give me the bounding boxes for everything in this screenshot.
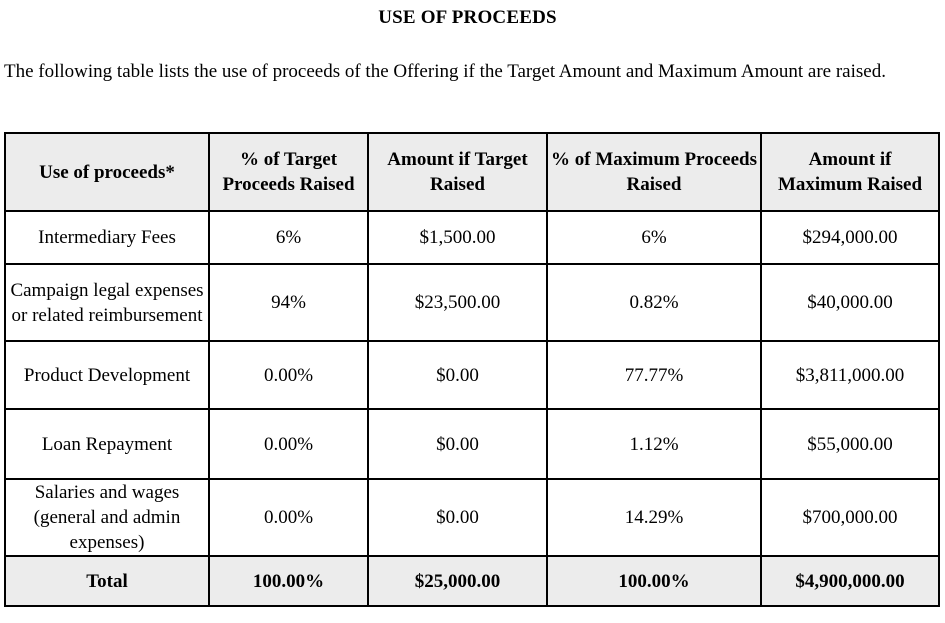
page-title: USE OF PROCEEDS <box>378 7 557 28</box>
table-row <box>5 211 939 264</box>
cell-pct-maximum: 14.29% <box>547 479 761 556</box>
cell-amount-target: $0.00 <box>368 479 547 556</box>
total-pct-target: 100.00% <box>209 556 368 606</box>
intro-paragraph: The following table lists the use of proceeds of the Offering if the Target Amount and Maximum Amount are raised. <box>4 61 886 82</box>
table-row <box>5 341 939 409</box>
cell-amount-target: $1,500.00 <box>368 211 547 264</box>
cell-pct-target: 0.00% <box>209 479 368 556</box>
cell-pct-target: 6% <box>209 211 368 264</box>
row-label: Loan Repayment <box>5 409 209 479</box>
header-pct-target: % of Target Proceeds Raised <box>209 133 368 211</box>
cell-pct-maximum: 0.82% <box>547 264 761 341</box>
total-amount-maximum: $4,900,000.00 <box>761 556 939 606</box>
cell-amount-maximum: $294,000.00 <box>761 211 939 264</box>
cell-pct-target: 0.00% <box>209 409 368 479</box>
header-use-of-proceeds: Use of proceeds* <box>5 133 209 211</box>
cell-amount-target: $0.00 <box>368 409 547 479</box>
table-row <box>5 479 939 556</box>
row-label: Product Development <box>5 341 209 409</box>
row-label: Salaries and wages (general and admin expenses) <box>5 479 209 556</box>
row-label: Intermediary Fees <box>5 211 209 264</box>
header-amount-maximum: Amount if Maximum Raised <box>761 133 939 211</box>
total-row <box>5 556 939 606</box>
cell-amount-target: $0.00 <box>368 341 547 409</box>
table-row <box>5 264 939 341</box>
cell-pct-target: 0.00% <box>209 341 368 409</box>
use-of-proceeds-table <box>4 132 940 607</box>
cell-amount-maximum: $700,000.00 <box>761 479 939 556</box>
total-pct-maximum: 100.00% <box>547 556 761 606</box>
cell-amount-maximum: $40,000.00 <box>761 264 939 341</box>
table-header-row <box>5 133 939 211</box>
cell-amount-target: $23,500.00 <box>368 264 547 341</box>
total-label: Total <box>5 556 209 606</box>
cell-amount-maximum: $55,000.00 <box>761 409 939 479</box>
table-row <box>5 409 939 479</box>
row-label: Campaign legal expenses or related reimbursement <box>5 264 209 341</box>
cell-pct-maximum: 77.77% <box>547 341 761 409</box>
cell-pct-target: 94% <box>209 264 368 341</box>
cell-pct-maximum: 6% <box>547 211 761 264</box>
header-amount-target: Amount if Target Raised <box>368 133 547 211</box>
cell-pct-maximum: 1.12% <box>547 409 761 479</box>
cell-amount-maximum: $3,811,000.00 <box>761 341 939 409</box>
total-amount-target: $25,000.00 <box>368 556 547 606</box>
header-pct-maximum: % of Maximum Proceeds Raised <box>547 133 761 211</box>
